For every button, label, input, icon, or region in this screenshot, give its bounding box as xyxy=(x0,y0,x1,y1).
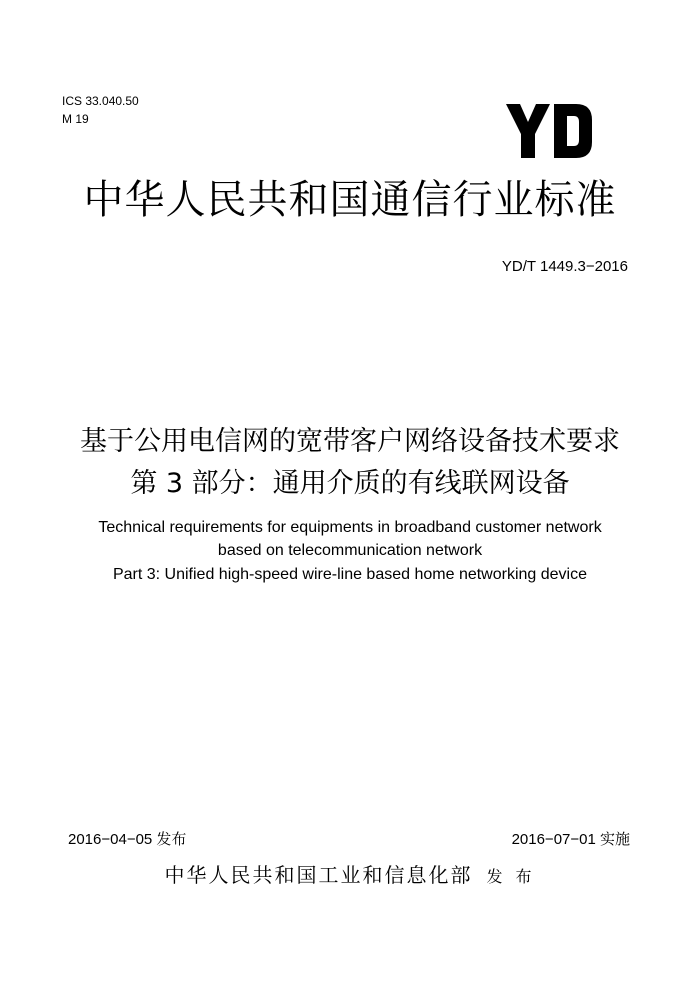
issue-date: 2016−04−05 发布 xyxy=(68,831,187,848)
document-title-cn-line1: 基于公用电信网的宽带客户网络设备技术要求 xyxy=(80,426,620,457)
standard-title: 中华人民共和国通信行业标准 xyxy=(83,177,617,223)
document-title-cn-line2: 第 3 部分：通用介质的有线联网设备 xyxy=(130,468,570,499)
ccs-code: M 19 xyxy=(62,112,89,126)
publisher-name: 中华人民共和国工业和信息化部 xyxy=(164,863,473,887)
document-title-en-line2: based on telecommunication network xyxy=(217,542,483,559)
publisher xyxy=(0,862,700,890)
document-title-en-line3: Part 3: Unified high-speed wire-line based home networking device xyxy=(112,566,588,583)
document-title-en-line1: Technical requirements for equipments in broadband customer network xyxy=(98,519,602,536)
publisher-verb: 发 布 xyxy=(486,867,536,886)
implementation-date: 2016−07−01 实施 xyxy=(511,831,630,848)
ics-code: ICS 33.040.50 xyxy=(62,94,139,108)
standard-number: YD/T 1449.3−2016 xyxy=(501,258,628,275)
yd-logo xyxy=(506,104,592,158)
